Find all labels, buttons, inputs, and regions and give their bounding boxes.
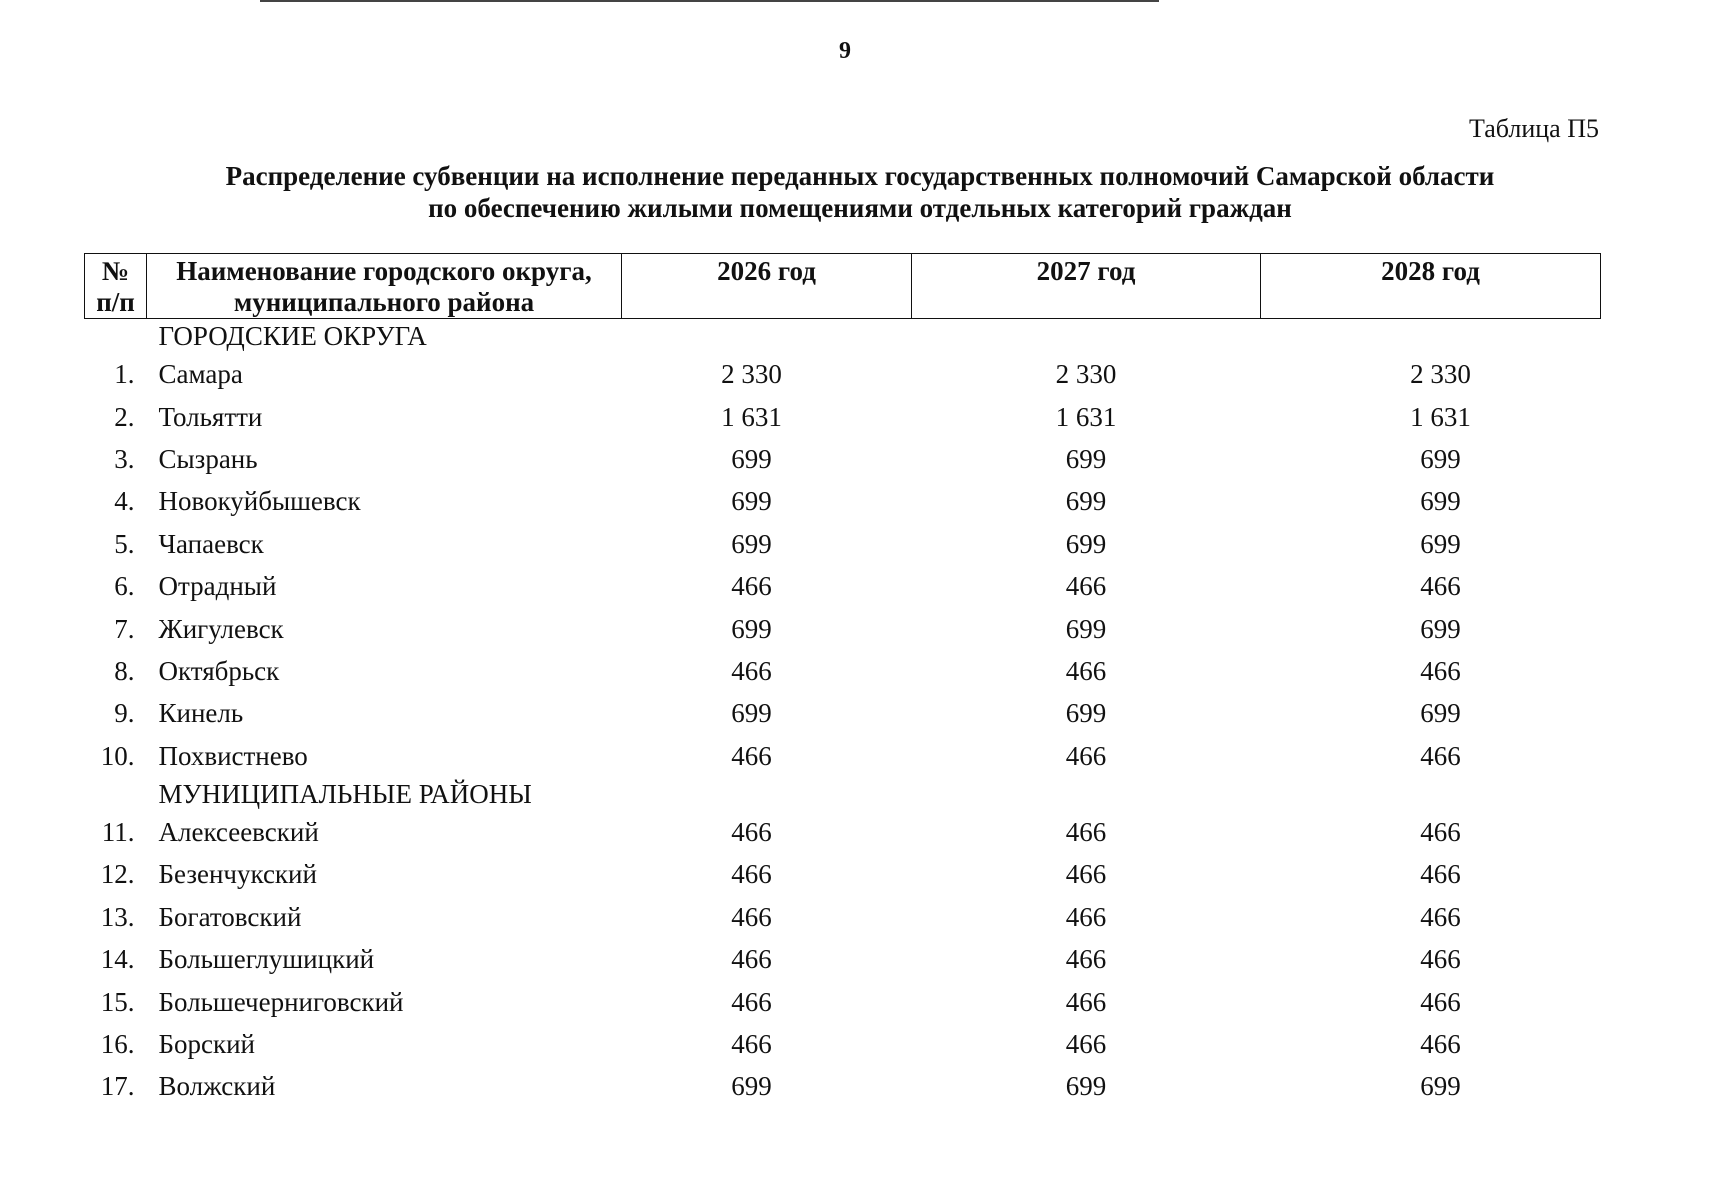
section-title: ГОРОДСКИЕ ОКРУГА [158, 321, 427, 351]
value-2026: 466 [731, 571, 772, 602]
value-2026: 466 [731, 740, 772, 771]
table-row [85, 1023, 1601, 1065]
value-2028: 466 [1420, 901, 1461, 932]
value-2027: 699 [1065, 1071, 1107, 1102]
row-number: 6. [114, 571, 135, 602]
header-name-line-2: муниципального района [233, 287, 535, 317]
value-2027: 699 [1065, 613, 1107, 644]
value-2026: 2 330 [721, 359, 782, 390]
row-name: Похвистнево [158, 740, 308, 771]
row-number: 14. [100, 944, 135, 975]
value-2026: 699 [731, 528, 772, 559]
value-2028: 466 [1420, 1029, 1461, 1060]
section-spacer [85, 777, 147, 811]
value-2027: 466 [1065, 740, 1107, 771]
header-name-line-1: Наименование городского округа, [176, 256, 592, 286]
table-row [85, 853, 1601, 895]
value-2028: 699 [1420, 528, 1461, 559]
header-num-line-1: № [101, 256, 130, 286]
value-2027: 466 [1065, 986, 1107, 1017]
section-row [85, 777, 1601, 811]
value-2026: 466 [731, 655, 772, 686]
section-row [85, 319, 1601, 354]
value-2028: 466 [1420, 571, 1461, 602]
header-num-line-2: п/п [96, 287, 135, 317]
value-2028: 699 [1420, 613, 1461, 644]
value-2027: 699 [1065, 528, 1107, 559]
row-number: 11. [101, 817, 135, 848]
table-row [85, 480, 1601, 522]
value-2026: 466 [731, 817, 772, 848]
row-name: Безенчукский [158, 859, 317, 890]
row-name: Кинель [158, 698, 244, 729]
row-number: 9. [114, 698, 135, 729]
row-name: Отрадный [158, 571, 277, 602]
value-2027: 699 [1065, 698, 1107, 729]
row-number: 7. [114, 613, 135, 644]
header-num [85, 254, 147, 319]
value-2026: 699 [731, 1071, 772, 1102]
header-name [147, 254, 622, 319]
value-2027: 699 [1065, 486, 1107, 517]
row-name: Тольятти [158, 401, 263, 432]
value-2026: 699 [731, 486, 772, 517]
row-number: 1. [114, 359, 135, 390]
value-2028: 699 [1420, 486, 1461, 517]
table-row [85, 980, 1601, 1022]
row-number: 16. [100, 1029, 135, 1060]
table-row [85, 1065, 1601, 1107]
row-name: Октябрьск [158, 655, 280, 686]
row-number: 2. [114, 401, 135, 432]
table-header-row [85, 254, 1601, 319]
value-2028: 1 631 [1410, 401, 1471, 432]
row-name: Большечерниговский [158, 986, 404, 1017]
table-row [85, 565, 1601, 607]
row-number: 12. [100, 859, 135, 890]
table-body [85, 319, 1601, 1108]
row-number: 3. [114, 443, 135, 474]
table-row [85, 896, 1601, 938]
row-number: 10. [100, 740, 135, 771]
value-2028: 466 [1420, 859, 1461, 890]
value-2026: 466 [731, 1029, 772, 1060]
row-number: 13. [100, 901, 135, 932]
header-year-2027: 2027 год [912, 254, 1261, 319]
section-title: МУНИЦИПАЛЬНЫЕ РАЙОНЫ [158, 778, 532, 809]
row-number: 17. [100, 1071, 135, 1102]
value-2027: 466 [1065, 944, 1107, 975]
row-number: 5. [114, 528, 135, 559]
value-2026: 466 [731, 986, 772, 1017]
value-2026: 699 [731, 698, 772, 729]
value-2028: 466 [1420, 655, 1461, 686]
row-name: Алексеевский [158, 817, 319, 848]
value-2028: 699 [1420, 1071, 1461, 1102]
value-2026: 699 [731, 443, 772, 474]
table-row [85, 353, 1601, 395]
table-row [85, 523, 1601, 565]
row-name: Волжский [158, 1071, 276, 1102]
page-number: 9 [839, 38, 851, 64]
section-spacer [85, 319, 147, 354]
header-year-2026: 2026 год [622, 254, 912, 319]
row-number: 15. [100, 986, 135, 1017]
table-row [85, 811, 1601, 853]
value-2026: 699 [731, 613, 772, 644]
row-number: 8. [114, 655, 135, 686]
document-title [80, 160, 1640, 224]
value-2028: 699 [1420, 443, 1461, 474]
title-line-1: Распределение субвенции на исполнение переданных государственных полномочий Самарской области [225, 161, 1495, 191]
value-2027: 466 [1065, 571, 1107, 602]
value-2027: 466 [1065, 901, 1107, 932]
table-row [85, 607, 1601, 649]
value-2028: 466 [1420, 986, 1461, 1017]
table-row [85, 938, 1601, 980]
value-2027: 466 [1065, 655, 1107, 686]
row-name: Новокуйбышевск [158, 486, 361, 517]
value-2028: 466 [1420, 740, 1461, 771]
table-row [85, 692, 1601, 734]
row-name: Богатовский [158, 901, 302, 932]
value-2028: 466 [1420, 944, 1461, 975]
value-2027: 1 631 [1055, 401, 1117, 432]
value-2026: 1 631 [721, 401, 782, 432]
table-label: Таблица П5 [1469, 114, 1599, 143]
allocation-table [84, 253, 1601, 1108]
value-2027: 466 [1065, 817, 1107, 848]
value-2026: 466 [731, 859, 772, 890]
header-year-2028: 2028 год [1261, 254, 1601, 319]
value-2027: 466 [1065, 859, 1107, 890]
scan-top-rule [260, 0, 1159, 2]
value-2026: 466 [731, 944, 772, 975]
table-row [85, 395, 1601, 437]
value-2027: 2 330 [1055, 359, 1117, 390]
title-line-2: по обеспечению жилыми помещениями отдельных категорий граждан [428, 193, 1292, 223]
row-number: 4. [114, 486, 135, 517]
table-row [85, 735, 1601, 777]
value-2027: 466 [1065, 1029, 1107, 1060]
table-row [85, 650, 1601, 692]
table-row [85, 438, 1601, 480]
row-name: Большеглушицкий [158, 944, 375, 975]
value-2028: 2 330 [1410, 359, 1471, 390]
value-2027: 699 [1065, 443, 1107, 474]
row-name: Чапаевск [158, 528, 264, 559]
row-name: Жигулевск [158, 613, 284, 644]
value-2028: 466 [1420, 817, 1461, 848]
row-name: Сызрань [158, 443, 258, 474]
row-name: Борский [158, 1029, 256, 1060]
value-2026: 466 [731, 901, 772, 932]
row-name: Самара [158, 359, 243, 390]
value-2028: 699 [1420, 698, 1461, 729]
